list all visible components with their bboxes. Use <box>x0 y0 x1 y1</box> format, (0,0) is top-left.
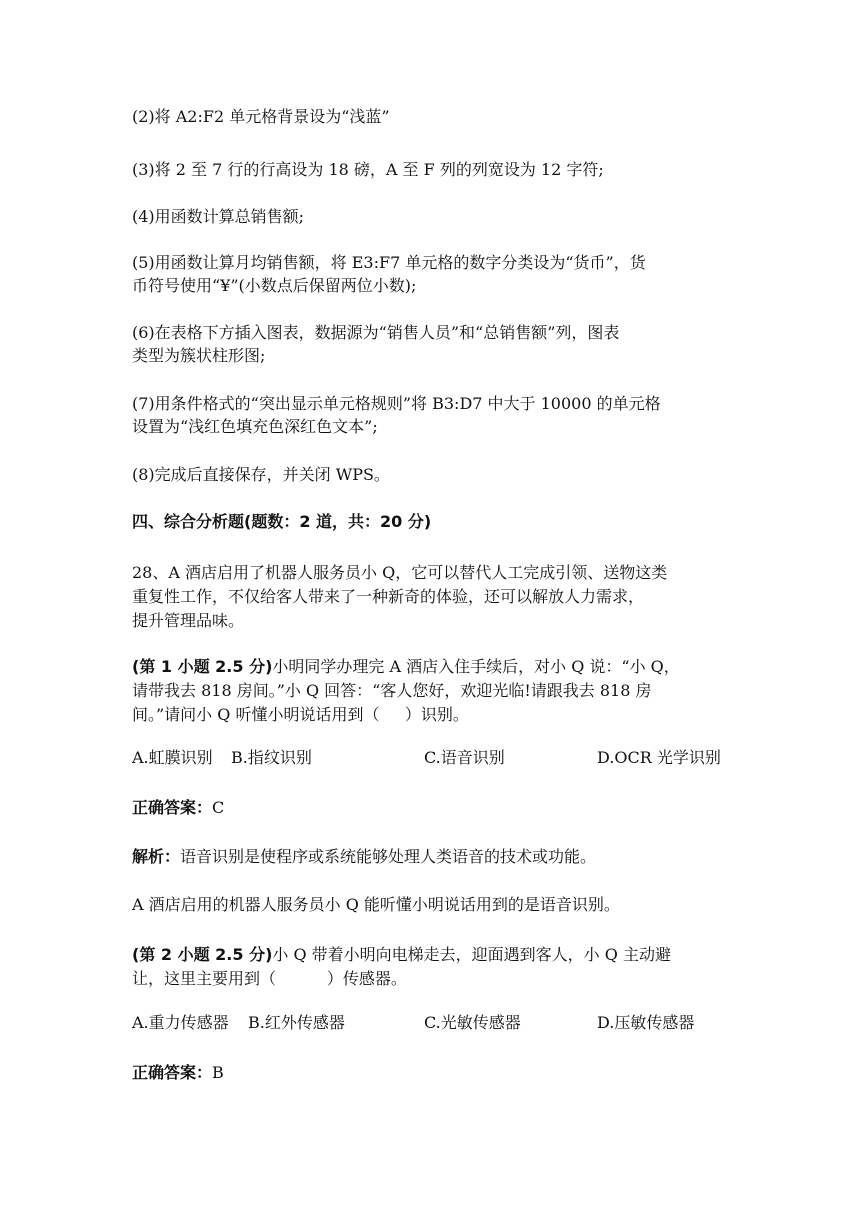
step-3: (3)将 2 至 7 行的行高设为 18 磅，A 至 F 列的列宽设为 12 字符; <box>132 160 604 179</box>
sub-question-1-line-2: 请带我去 818 房间。”小 Q 回答：“客人您好，欢迎光临!请跟我去 818 房 <box>132 681 652 700</box>
step-5-line-2: 币符号使用“¥”(小数点后保留两位小数); <box>132 276 417 295</box>
option-2-a: A.重力传感器 <box>132 1013 229 1032</box>
sub-question-1-label: (第 1 小题 2.5 分) <box>132 657 273 676</box>
step-6-line-1: (6)在表格下方插入图表，数据源为“销售人员”和“总销售额”列，图表 <box>132 323 620 342</box>
answer-1-label: 正确答案： <box>132 798 213 817</box>
sub-question-2-label: (第 2 小题 2.5 分) <box>132 945 273 964</box>
sub-question-2-line-2: 让，这里主要用到（ ）传感器。 <box>132 969 407 988</box>
option-d: D.OCR 光学识别 <box>597 748 721 767</box>
step-5-line-1: (5)用函数让算月均销售额，将 E3:F7 单元格的数字分类设为“货币”，货 <box>132 253 646 272</box>
option-2-b: B.红外传感器 <box>248 1013 345 1032</box>
step-4: (4)用函数计算总销售额; <box>132 207 305 226</box>
sub-question-1-text: 小明同学办理完 A 酒店入住手续后，对小 Q 说：“小 Q， <box>272 657 680 676</box>
answer-1-value: C <box>212 798 225 817</box>
analysis-1-label: 解析： <box>132 847 181 866</box>
answer-1 <box>132 794 732 822</box>
analysis-1-text: 语音识别是使程序或系统能够处理人类语音的技术或功能。 <box>180 847 597 866</box>
option-c: C.语音识别 <box>424 748 505 767</box>
step-2: (2)将 A2:F2 单元格背景设为“浅蓝” <box>132 107 390 126</box>
option-b: B.指纹识别 <box>231 748 312 767</box>
step-7-line-2: 设置为“浅红色填充色深红色文本”; <box>132 417 378 436</box>
step-8: (8)完成后直接保存，并关闭 WPS。 <box>132 465 390 484</box>
answer-2-label: 正确答案： <box>132 1063 213 1082</box>
analysis-1 <box>132 843 732 871</box>
question-28-line-2: 重复性工作，不仅给客人带来了一种新奇的体验，还可以解放人力需求， <box>132 587 645 606</box>
answer-2-value: B <box>212 1063 224 1082</box>
question-28-line-1: 28、A 酒店启用了机器人服务员小 Q，它可以替代人工完成引领、送物这类 <box>132 563 668 582</box>
sub-question-2-text: 小 Q 带着小明向电梯走去，迎面遇到客人，小 Q 主动避 <box>272 945 671 964</box>
analysis-1-detail: A 酒店启用的机器人服务员小 Q 能听懂小明说话用到的是语音识别。 <box>132 895 620 914</box>
question-28-line-3: 提升管理品味。 <box>132 611 245 630</box>
option-2-c: C.光敏传感器 <box>424 1013 521 1032</box>
step-7-line-1: (7)用条件格式的“突出显示单元格规则”将 B3:D7 中大于 10000 的单元格 <box>132 394 661 413</box>
section-title: 四、综合分析题(题数：2 道，共：20 分) <box>132 512 432 531</box>
option-2-d: D.压敏传感器 <box>597 1013 695 1032</box>
step-6-line-2: 类型为簇状柱形图; <box>132 346 266 365</box>
option-a: A.虹膜识别 <box>132 748 213 767</box>
sub-question-1-line-3: 间。”请问小 Q 听懂小明说话用到（ ）识别。 <box>132 705 469 724</box>
answer-2 <box>132 1059 732 1087</box>
